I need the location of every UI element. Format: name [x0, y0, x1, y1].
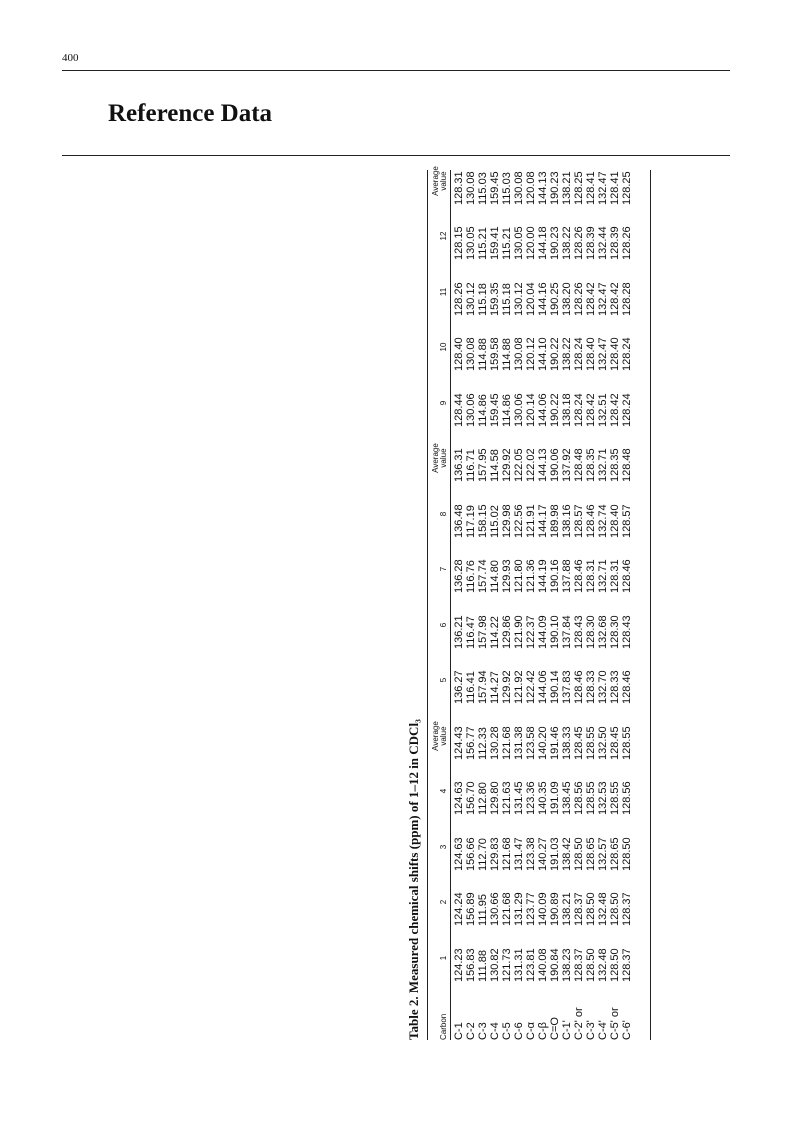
table-cell: 128.50: [621, 837, 633, 871]
table-cell: 128.41: [609, 171, 621, 205]
table-body: [453, 170, 633, 1040]
table-cell: 123.58: [525, 726, 537, 760]
table-cell: 128.55: [609, 781, 621, 815]
table-cell: 130.08: [465, 171, 477, 205]
table-cell: 159.41: [489, 226, 501, 260]
table-cell: 190.23: [549, 226, 561, 260]
table-cell: 121.91: [525, 504, 537, 538]
table-cell: 159.58: [489, 337, 501, 371]
table-row: [585, 170, 597, 1040]
table-cell: 157.98: [477, 615, 489, 649]
table-bottom-rule: [650, 170, 651, 1040]
header-cell: Average value: [431, 443, 448, 473]
table-cell: 114.88: [501, 338, 513, 371]
section-title: Reference Data: [108, 100, 273, 127]
table-cell: 122.02: [525, 448, 537, 482]
table-cell: 189.98: [549, 504, 561, 538]
table-cell: 128.33: [609, 670, 621, 704]
table-cell: 122.05: [513, 448, 525, 482]
header-cell: 7: [439, 566, 448, 572]
table-cell: 132.68: [597, 615, 609, 649]
table-cell: 132.48: [597, 948, 609, 982]
table-cell: 128.42: [585, 393, 597, 427]
table-cell: 128.26: [621, 226, 633, 260]
table-cell: 132.71: [597, 448, 609, 482]
header-cell: 5: [439, 677, 448, 683]
table-cell: 128.46: [621, 670, 633, 704]
table-cell: 132.53: [597, 781, 609, 815]
row-label: C-4: [489, 1022, 501, 1040]
table-cell: 190.89: [549, 892, 561, 926]
table-cell: 128.37: [573, 892, 585, 926]
row-label: C-α: [525, 1022, 537, 1040]
table-cell: 190.22: [549, 393, 561, 427]
table-cell: 132.47: [597, 337, 609, 371]
table-cell: 117.19: [465, 505, 477, 538]
header-cell: Average value: [431, 166, 448, 196]
table-cell: 124.24: [453, 892, 465, 926]
table-row: [525, 170, 537, 1040]
table-cell: 121.36: [525, 559, 537, 593]
table-cell: 116.71: [465, 449, 477, 482]
table-cell: 128.26: [573, 226, 585, 260]
table-cell: 122.56: [513, 504, 525, 538]
table-cell: 144.13: [537, 448, 549, 482]
table-cell: 190.14: [549, 670, 561, 704]
row-label: C-5' or: [609, 1007, 621, 1040]
table-cell: 121.68: [501, 892, 513, 926]
table-cell: 123.36: [525, 781, 537, 815]
table-cell: 128.44: [453, 393, 465, 427]
table-cell: 132.74: [597, 504, 609, 538]
header-rule: [62, 70, 730, 71]
table-cell: 128.26: [573, 282, 585, 316]
table-cell: 130.12: [513, 282, 525, 316]
table-cell: 128.40: [609, 337, 621, 371]
table-row: [549, 170, 561, 1040]
row-label: C-5: [501, 1022, 513, 1040]
table-cell: 138.45: [561, 781, 573, 815]
table-cell: 128.46: [621, 559, 633, 593]
table-cell: 130.82: [489, 948, 501, 982]
table-caption: Table 2. Measured chemical shifts (ppm) of 1–12 in CDCl₃: [406, 719, 421, 1040]
table-cell: 157.94: [477, 670, 489, 704]
table-row: [489, 170, 501, 1040]
table-cell: 159.45: [489, 393, 501, 427]
table-cell: 128.45: [609, 726, 621, 760]
table-row: [477, 170, 489, 1040]
table-cell: 121.80: [513, 559, 525, 593]
table-cell: 115.21: [501, 227, 513, 260]
table-cell: 128.45: [573, 726, 585, 760]
table-cell: 114.22: [489, 616, 501, 649]
table-cell: 190.84: [549, 948, 561, 982]
table-cell: 128.55: [585, 726, 597, 760]
table-cell: 128.31: [453, 171, 465, 205]
table-cell: 128.55: [585, 781, 597, 815]
table-cell: 120.04: [525, 282, 537, 316]
table-cell: 159.35: [489, 282, 501, 316]
table-cell: 128.46: [573, 559, 585, 593]
table-cell: 114.58: [489, 449, 501, 482]
table-cell: 116.41: [465, 671, 477, 704]
table-cell: 128.57: [573, 504, 585, 538]
table-cell: 156.77: [465, 726, 477, 760]
table-cell: 136.27: [453, 670, 465, 704]
table-cell: 116.47: [465, 616, 477, 649]
table-cell: 122.42: [525, 670, 537, 704]
table-cell: 130.06: [513, 393, 525, 427]
table-cell: 138.33: [561, 726, 573, 760]
table-row: [573, 170, 585, 1040]
row-label: C=O: [549, 1017, 561, 1040]
table-cell: 124.63: [453, 781, 465, 815]
table-cell: 138.18: [561, 393, 573, 427]
header-cell: 2: [439, 899, 448, 905]
table-cell: 138.23: [561, 948, 573, 982]
header-cell: Carbon: [439, 1013, 448, 1040]
table-cell: 131.29: [513, 892, 525, 926]
table-cell: 130.08: [513, 171, 525, 205]
table-row: [621, 170, 633, 1040]
table-cell: 128.24: [573, 393, 585, 427]
table-cell: 128.42: [609, 393, 621, 427]
table-cell: 138.20: [561, 282, 573, 316]
table-cell: 128.41: [585, 171, 597, 205]
table-cell: 190.25: [549, 282, 561, 316]
row-label: C-6: [513, 1022, 525, 1040]
table-cell: 128.65: [585, 837, 597, 871]
table-cell: 129.93: [501, 559, 513, 593]
table-cell: 144.18: [537, 226, 549, 260]
page-number: 400: [62, 52, 79, 64]
table-cell: 144.06: [537, 670, 549, 704]
table-cell: 128.55: [621, 726, 633, 760]
row-label: C-4': [597, 1020, 609, 1040]
table-cell: 112.70: [477, 838, 489, 871]
table-cell: 157.74: [477, 559, 489, 593]
table-cell: 128.46: [585, 504, 597, 538]
table-cell: 129.98: [501, 504, 513, 538]
row-label: C-3': [585, 1020, 597, 1040]
table-cell: 132.57: [597, 837, 609, 871]
table-cell: 128.42: [585, 282, 597, 316]
table-cell: 120.14: [525, 393, 537, 427]
table-cell: 138.42: [561, 837, 573, 871]
table-cell: 120.00: [525, 226, 537, 260]
table-cell: 128.24: [573, 337, 585, 371]
table-row: [501, 170, 513, 1040]
table-cell: 114.86: [501, 394, 513, 427]
table-cell: 191.03: [549, 837, 561, 871]
table-cell: 115.03: [477, 172, 489, 205]
table-cell: 124.23: [453, 948, 465, 982]
header-cell: 10: [439, 342, 448, 352]
table-cell: 115.21: [477, 227, 489, 260]
table-cell: 131.31: [513, 948, 525, 982]
table-cell: 191.09: [549, 781, 561, 815]
table-cell: 130.66: [489, 892, 501, 926]
table-cell: 140.27: [537, 837, 549, 871]
table-cell: 130.12: [465, 282, 477, 316]
table-cell: 144.10: [537, 337, 549, 371]
table-cell: 112.33: [477, 727, 489, 760]
table-cell: 121.68: [501, 726, 513, 760]
table-cell: 129.86: [501, 615, 513, 649]
table-cell: 128.40: [609, 504, 621, 538]
table-cell: 124.63: [453, 837, 465, 871]
table-cell: 128.24: [621, 393, 633, 427]
table-cell: 130.06: [465, 393, 477, 427]
row-label: C-6': [621, 1020, 633, 1040]
table-cell: 156.66: [465, 837, 477, 871]
table-cell: 128.26: [453, 282, 465, 316]
table-header-rule: [450, 170, 451, 1040]
table-cell: 128.37: [573, 948, 585, 982]
table-cell: 128.30: [585, 615, 597, 649]
table-cell: 115.18: [477, 283, 489, 316]
header-cell: 9: [439, 400, 448, 406]
table-cell: 123.38: [525, 837, 537, 871]
row-label: C-3: [477, 1022, 489, 1040]
table-cell: 190.22: [549, 337, 561, 371]
table-cell: 128.24: [621, 337, 633, 371]
table-cell: 120.12: [525, 337, 537, 371]
table-cell: 128.43: [621, 615, 633, 649]
table-cell: 132.70: [597, 670, 609, 704]
table-cell: 136.21: [453, 615, 465, 649]
table-cell: 138.16: [561, 504, 573, 538]
table-cell: 121.68: [501, 837, 513, 871]
table-cell: 129.92: [501, 670, 513, 704]
table-cell: 121.63: [501, 781, 513, 815]
table-row: [609, 170, 621, 1040]
table-cell: 128.48: [573, 448, 585, 482]
table-cell: 128.33: [585, 670, 597, 704]
table-cell: 115.02: [489, 505, 501, 538]
table-row: [453, 170, 465, 1040]
table-cell: 137.84: [561, 615, 573, 649]
table-cell: 121.90: [513, 615, 525, 649]
table-cell: 190.16: [549, 559, 561, 593]
row-label: C-2: [465, 1022, 477, 1040]
table-cell: 138.22: [561, 337, 573, 371]
table-cell: 136.28: [453, 559, 465, 593]
table-cell: 115.03: [501, 172, 513, 205]
table-cell: 128.43: [573, 615, 585, 649]
table-cell: 129.83: [489, 837, 501, 871]
table-cell: 128.46: [573, 670, 585, 704]
table-cell: 129.92: [501, 448, 513, 482]
table-row: [597, 170, 609, 1040]
table-cell: 132.47: [597, 171, 609, 205]
table-cell: 136.48: [453, 504, 465, 538]
table-cell: 130.28: [489, 726, 501, 760]
table-cell: 144.13: [537, 171, 549, 205]
table-cell: 132.47: [597, 282, 609, 316]
table-cell: 144.19: [537, 559, 549, 593]
table-cell: 128.57: [621, 504, 633, 538]
table-cell: 114.80: [489, 560, 501, 593]
table-cell: 132.50: [597, 726, 609, 760]
table-row: [561, 170, 573, 1040]
row-label: C-β: [537, 1022, 549, 1040]
table-cell: 131.47: [513, 837, 525, 871]
header-cell: Average value: [431, 721, 448, 751]
table-cell: 130.08: [465, 337, 477, 371]
table-cell: 128.37: [621, 892, 633, 926]
table-cell: 114.27: [489, 671, 501, 704]
table-cell: 128.39: [585, 226, 597, 260]
table-cell: 138.22: [561, 226, 573, 260]
table-row: [513, 170, 525, 1040]
table-cell: 132.51: [597, 393, 609, 427]
table-cell: 121.92: [513, 670, 525, 704]
table-cell: 116.76: [465, 560, 477, 593]
table-cell: 130.05: [465, 226, 477, 260]
header-cell: 8: [439, 511, 448, 517]
table-cell: 156.83: [465, 948, 477, 982]
table-cell: 129.80: [489, 781, 501, 815]
header-cell: 1: [439, 955, 448, 961]
table-cell: 128.15: [453, 226, 465, 260]
table-cell: 128.28: [621, 282, 633, 316]
table-cell: 123.77: [525, 892, 537, 926]
table-cell: 140.09: [537, 892, 549, 926]
table-cell: 128.25: [621, 171, 633, 205]
table-cell: 121.73: [501, 948, 513, 982]
row-label: C-2' or: [573, 1007, 585, 1040]
table-cell: 140.20: [537, 726, 549, 760]
table-cell: 156.89: [465, 892, 477, 926]
table-cell: 123.81: [525, 948, 537, 982]
table-row: [537, 170, 549, 1040]
table-cell: 128.50: [585, 948, 597, 982]
section-rule: [62, 155, 730, 156]
table-cell: 144.17: [537, 504, 549, 538]
table-cell: 130.08: [513, 337, 525, 371]
header-cell: 12: [439, 231, 448, 241]
table-cell: 128.39: [609, 226, 621, 260]
table-cell: 190.10: [549, 615, 561, 649]
table-cell: 137.92: [561, 448, 573, 482]
chemical-shift-table: [404, 166, 652, 1040]
table-header: [428, 166, 450, 1040]
table-cell: 191.46: [549, 726, 561, 760]
table-cell: 144.06: [537, 393, 549, 427]
table-cell: 140.08: [537, 948, 549, 982]
table-cell: 156.70: [465, 781, 477, 815]
table-cell: 128.50: [573, 837, 585, 871]
table-cell: 128.50: [609, 892, 621, 926]
row-label: C-1: [453, 1022, 465, 1040]
header-cell: 4: [439, 788, 448, 794]
table-cell: 137.83: [561, 670, 573, 704]
table-cell: 128.35: [585, 448, 597, 482]
table-cell: 128.40: [585, 337, 597, 371]
table-cell: 137.88: [561, 559, 573, 593]
table-cell: 114.88: [477, 338, 489, 371]
table-cell: 128.50: [585, 892, 597, 926]
row-label: C-1': [561, 1020, 573, 1040]
table-cell: 136.31: [453, 448, 465, 482]
table-cell: 115.18: [501, 283, 513, 316]
table-cell: 128.56: [621, 781, 633, 815]
table-cell: 190.23: [549, 171, 561, 205]
table-cell: 158.15: [477, 504, 489, 538]
table-cell: 132.71: [597, 559, 609, 593]
table-cell: 144.09: [537, 615, 549, 649]
table-cell: 128.50: [609, 948, 621, 982]
table-cell: 122.37: [525, 615, 537, 649]
table-cell: 112.80: [477, 782, 489, 815]
table-cell: 128.40: [453, 337, 465, 371]
table-cell: 131.45: [513, 781, 525, 815]
table-cell: 128.65: [609, 837, 621, 871]
table-cell: 131.38: [513, 726, 525, 760]
header-cell: 3: [439, 844, 448, 850]
table-cell: 138.21: [561, 892, 573, 926]
table-cell: 128.30: [609, 615, 621, 649]
table-cell: 128.31: [609, 559, 621, 593]
table-cell: 128.37: [621, 948, 633, 982]
table-cell: 157.95: [477, 448, 489, 482]
table-cell: 159.45: [489, 171, 501, 205]
table-cell: 132.44: [597, 226, 609, 260]
header-cell: 11: [439, 287, 448, 297]
table-cell: 124.43: [453, 726, 465, 760]
table-cell: 128.42: [609, 282, 621, 316]
table-cell: 114.86: [477, 394, 489, 427]
table-cell: 138.21: [561, 171, 573, 205]
table-cell: 128.35: [609, 448, 621, 482]
table-cell: 140.35: [537, 781, 549, 815]
table-cell: 120.08: [525, 171, 537, 205]
table-cell: 132.48: [597, 892, 609, 926]
table-cell: 128.25: [573, 171, 585, 205]
table-cell: 111.88: [477, 949, 489, 982]
table-cell: 190.06: [549, 448, 561, 482]
table-cell: 130.05: [513, 226, 525, 260]
table-cell: 128.48: [621, 448, 633, 482]
table-row: [465, 170, 477, 1040]
table-cell: 144.16: [537, 282, 549, 316]
table-cell: 111.95: [477, 893, 489, 926]
table-cell: 128.31: [585, 559, 597, 593]
table-cell: 128.56: [573, 781, 585, 815]
header-cell: 6: [439, 622, 448, 628]
